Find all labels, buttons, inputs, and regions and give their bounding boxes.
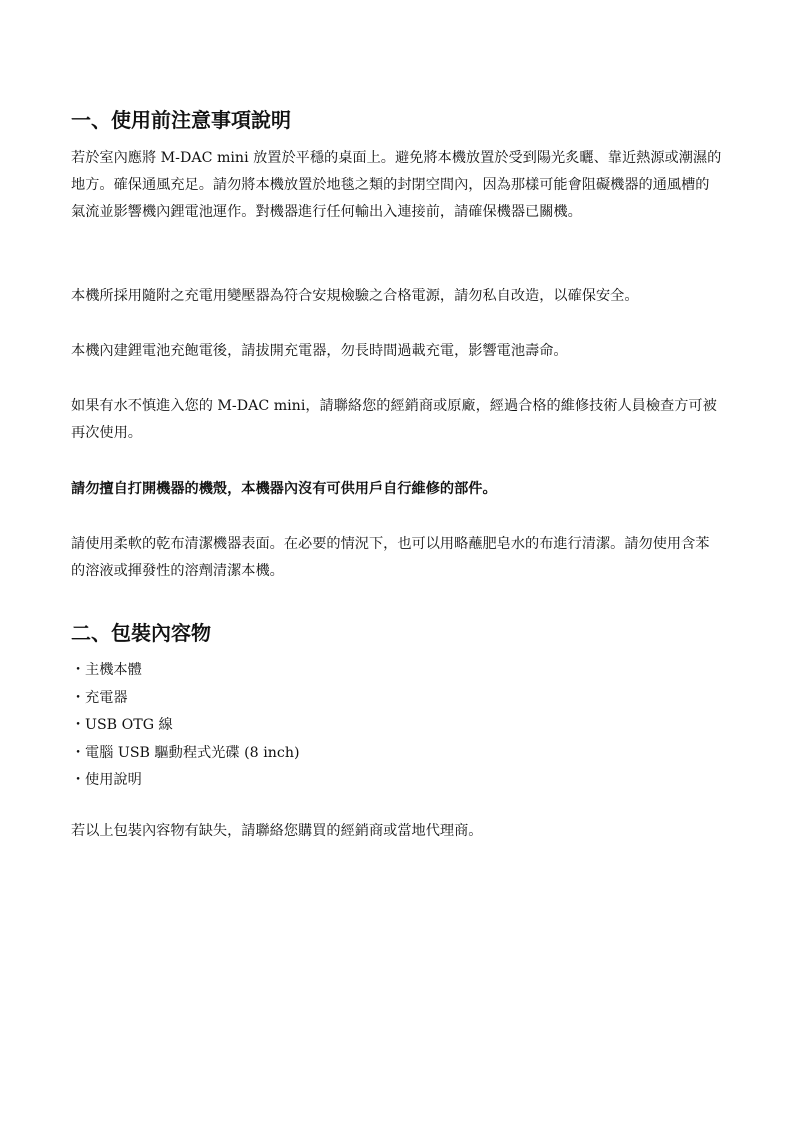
cleaning-paragraph: 請使用柔軟的乾布清潔機器表面。在必要的情況下，也可以用略蘸肥皂水的布進行清潔。請勿使用含苯的溶液或揮發性的溶劑清潔本機。 — [71, 536, 710, 579]
adapter-paragraph: 本機所採用隨附之充電用變壓器為符合安規檢驗之合格電源，請勿私自改造，以確保安全。 — [71, 288, 639, 304]
warning-paragraph: 請勿擅自打開機器的機殼，本機器內沒有可供用戶自行維修的部件。 — [71, 481, 497, 497]
list-item-label: 充電器 — [85, 689, 128, 706]
list-item-label: USB OTG 線 — [85, 717, 173, 733]
bullet-icon: ・ — [71, 662, 86, 678]
bullet-icon: ・ — [71, 772, 86, 788]
list-item — [71, 685, 300, 713]
list-item — [71, 767, 300, 795]
list-item-label: 使用說明 — [85, 772, 142, 788]
footer-paragraph: 若以上包裝內容物有缺失，請聯絡您購買的經銷商或當地代理商。 — [71, 823, 483, 839]
bullet-icon: ・ — [71, 689, 86, 706]
list-item-label: 電腦 USB 驅動程式光碟 (8 inch) — [85, 744, 300, 761]
section1-heading: 一、使用前注意事項說明 — [71, 108, 291, 132]
list-item-label: 主機本體 — [85, 662, 142, 678]
list-item — [71, 740, 300, 768]
placement-paragraph: 若於室內應將 M-DAC mini 放置於平穩的桌面上。避免將本機放置於受到陽光炙曬、靠近熱源或潮濕的地方。確保通風充足。請勿將本機放置於地毯之類的封閉空間內，因為那樣可能會阻礙機器的通風槽的氣流並影響機內鋰電池運作。對機器進行任何輸出入連接前，請確保機器已關機。 — [71, 150, 722, 220]
package-contents-list — [71, 657, 300, 795]
bullet-icon: ・ — [71, 744, 86, 761]
battery-paragraph: 本機內建鋰電池充飽電後，請拔開充電器，勿長時間過載充電，影響電池壽命。 — [71, 343, 568, 359]
section2-heading: 二、包裝內容物 — [71, 621, 211, 645]
list-item — [71, 657, 300, 685]
list-item — [71, 712, 300, 740]
bullet-icon: ・ — [71, 717, 86, 733]
water-paragraph: 如果有水不慎進入您的 M-DAC mini，請聯絡您的經銷商或原廠，經過合格的維修技術人員檢查方可被再次使用。 — [71, 398, 717, 441]
